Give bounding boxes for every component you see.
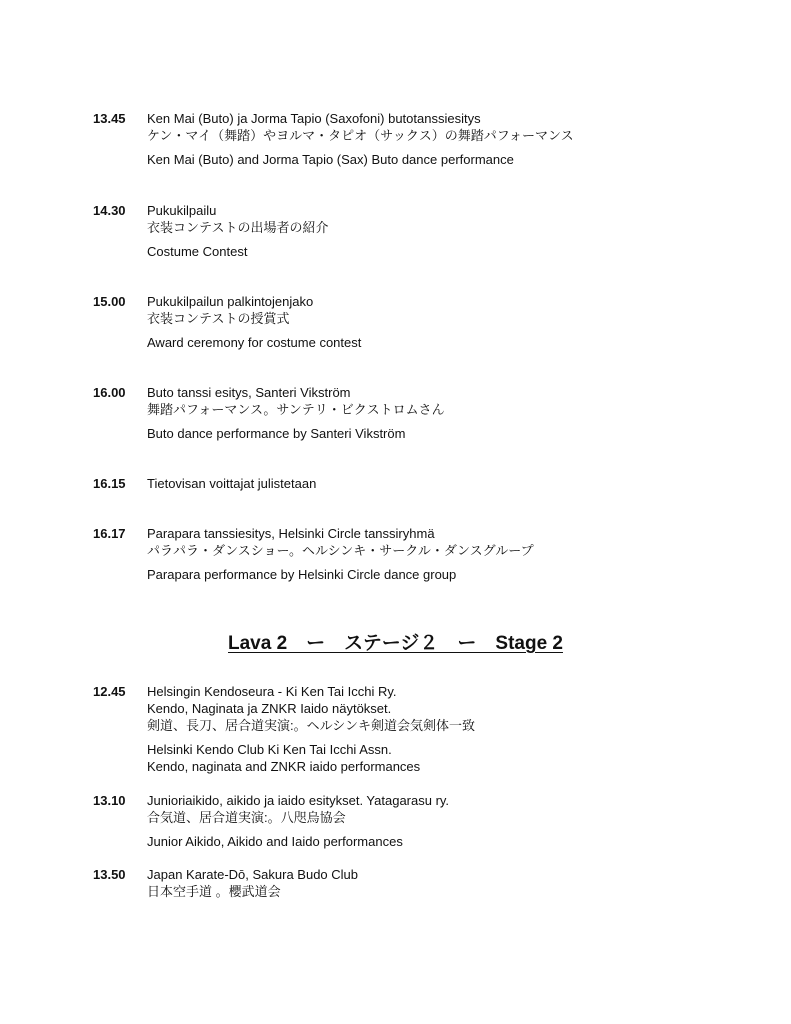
entry-title-ja: ケン・マイ（舞踏）やヨルマ・タピオ（サックス）の舞踏パフォーマンス bbox=[147, 128, 574, 143]
entry-title-fi: Junioriaikido, aikido ja iaido esitykset. Yatagarasu ry. bbox=[147, 793, 450, 808]
entry-title-ja: 合気道、居合道実演:。八咫烏協会 bbox=[147, 810, 346, 825]
stage-2-title: Lava 2 ー ステージ２ ー Stage 2 bbox=[228, 633, 563, 654]
entry-title-ja: 日本空手道 。櫻武道会 bbox=[147, 884, 281, 899]
stage-2-heading bbox=[0, 632, 791, 656]
entry-time: 12.45 bbox=[93, 684, 126, 699]
entry-title-fi: Parapara tanssiesitys, Helsinki Circle tanssiryhmä bbox=[147, 526, 435, 541]
entry-time: 16.15 bbox=[93, 476, 126, 491]
entry-title-en: Buto dance performance by Santeri Vikström bbox=[147, 426, 406, 441]
entry-title-ja: 衣装コンテストの出場者の紹介 bbox=[147, 220, 329, 235]
entry-subtitle-fi: Kendo, Naginata ja ZNKR Iaido näytökset. bbox=[147, 701, 392, 716]
entry-title-fi: Helsingin Kendoseura - Ki Ken Tai Icchi Ry. bbox=[147, 684, 397, 699]
entry-title-fi: Japan Karate-Dō, Sakura Budo Club bbox=[147, 867, 359, 882]
entry-title-en: Costume Contest bbox=[147, 244, 248, 259]
entry-time: 13.45 bbox=[93, 111, 126, 126]
entry-time: 16.00 bbox=[93, 385, 126, 400]
entry-time: 14.30 bbox=[93, 203, 126, 218]
entry-time: 15.00 bbox=[93, 294, 126, 309]
entry-title-en: Award ceremony for costume contest bbox=[147, 335, 362, 350]
entry-title-ja: 衣装コンテストの授賞式 bbox=[147, 311, 290, 326]
entry-title-fi: Pukukilpailun palkintojenjako bbox=[147, 294, 314, 309]
entry-time: 16.17 bbox=[93, 526, 126, 541]
entry-title-fi: Tietovisan voittajat julistetaan bbox=[147, 476, 317, 491]
entry-subtitle-en: Kendo, naginata and ZNKR iaido performances bbox=[147, 759, 421, 774]
entry-title-en: Ken Mai (Buto) and Jorma Tapio (Sax) Buto dance performance bbox=[147, 152, 514, 167]
entry-time: 13.50 bbox=[93, 867, 126, 882]
entry-title-ja: パラパラ・ダンスショー。ヘルシンキ・サークル・ダンスグループ bbox=[147, 543, 534, 558]
entry-title-en: Helsinki Kendo Club Ki Ken Tai Icchi Assn. bbox=[147, 742, 392, 757]
entry-title-en: Parapara performance by Helsinki Circle dance group bbox=[147, 567, 457, 582]
entry-title-ja: 剣道、長刀、居合道実演:。ヘルシンキ剣道会気剣体一致 bbox=[147, 718, 475, 733]
entry-title-ja: 舞踏パフォーマンス。サンテリ・ビクストロムさん bbox=[147, 402, 445, 417]
entry-time: 13.10 bbox=[93, 793, 126, 808]
entry-title-fi: Pukukilpailu bbox=[147, 203, 217, 218]
entry-title-fi: Buto tanssi esitys, Santeri Vikström bbox=[147, 385, 351, 400]
entry-title-en: Junior Aikido, Aikido and Iaido performances bbox=[147, 834, 403, 849]
entry-title-fi: Ken Mai (Buto) ja Jorma Tapio (Saxofoni) butotanssiesitys bbox=[147, 111, 481, 126]
